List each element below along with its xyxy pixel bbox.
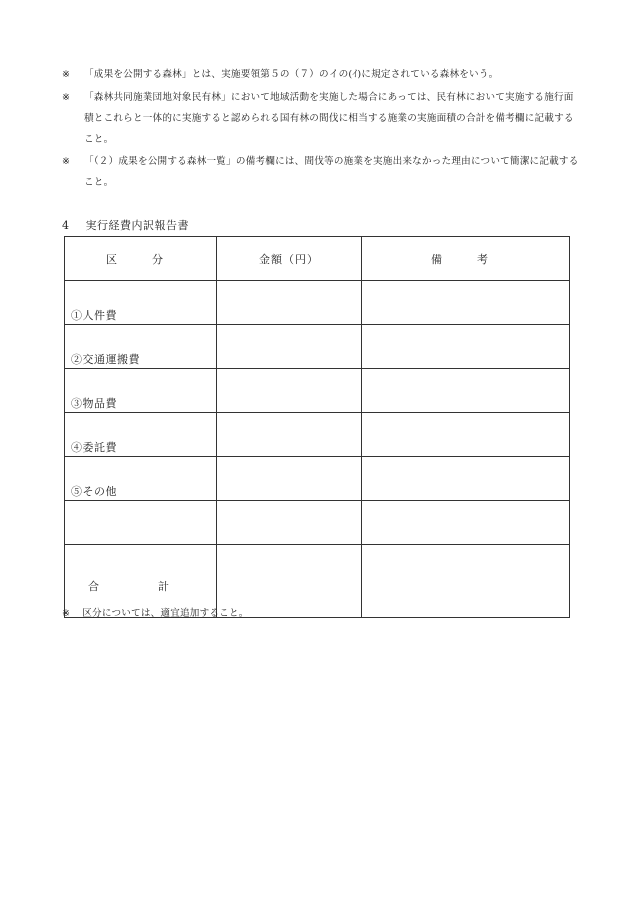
note-text: 「（２）成果を公開する森林一覧」の備考欄には、間伐等の施業を実施出来なかった理由について簡潔に記載すること。 [84,156,579,188]
table-row [65,281,570,325]
table-row [65,325,570,369]
row-label: ②交通運搬費 [65,325,217,369]
amount-cell[interactable] [217,281,362,325]
note-2 [62,87,582,150]
row-label: ③物品費 [65,369,217,413]
note-text: 「成果を公開する森林」とは、実施要領第５の（７）のイの(ｲ)に規定されている森林をいう。 [84,69,499,80]
table-row [65,369,570,413]
note-mark: ※ [62,156,71,167]
amount-cell[interactable] [217,325,362,369]
note-1 [62,64,582,85]
footnote-mark: ※ [62,608,71,619]
amount-cell[interactable] [217,369,362,413]
total-remarks-cell[interactable] [362,545,570,618]
note-text: 「森林共同施業団地対象民有林」において地域活動を実施した場合にあっては、民有林において実施する施行面積とこれらと一体的に実施すると認められる国有林の間伐に相当する施業の実施面積の合計を備考欄に記載すること。 [84,92,574,145]
amount-cell[interactable] [217,457,362,501]
note-mark: ※ [62,92,71,103]
footnote [62,605,249,619]
expense-breakdown-table [64,236,570,618]
section-heading [62,217,189,233]
note-3 [62,151,582,193]
section-title: 実行経費内訳報告書 [85,219,189,232]
remarks-cell[interactable] [362,325,570,369]
row-label[interactable] [65,501,217,545]
total-label: 合 計 [65,545,217,618]
row-label: ④委託費 [65,413,217,457]
row-label: ⑤その他 [65,457,217,501]
remarks-cell[interactable] [362,457,570,501]
note-mark: ※ [62,69,71,80]
row-label: ①人件費 [65,281,217,325]
header-amount: 金額（円） [217,237,362,281]
table-header-row [65,237,570,281]
amount-cell[interactable] [217,501,362,545]
table-row [65,457,570,501]
remarks-cell[interactable] [362,501,570,545]
table-row [65,413,570,457]
header-category: 区 分 [65,237,217,281]
header-remarks: 備 考 [362,237,570,281]
remarks-cell[interactable] [362,413,570,457]
section-number: 4 [62,219,70,232]
remarks-cell[interactable] [362,281,570,325]
footnote-text: 区分については、適宜追加すること。 [82,608,249,619]
remarks-cell[interactable] [362,369,570,413]
amount-cell[interactable] [217,413,362,457]
table-row [65,501,570,545]
